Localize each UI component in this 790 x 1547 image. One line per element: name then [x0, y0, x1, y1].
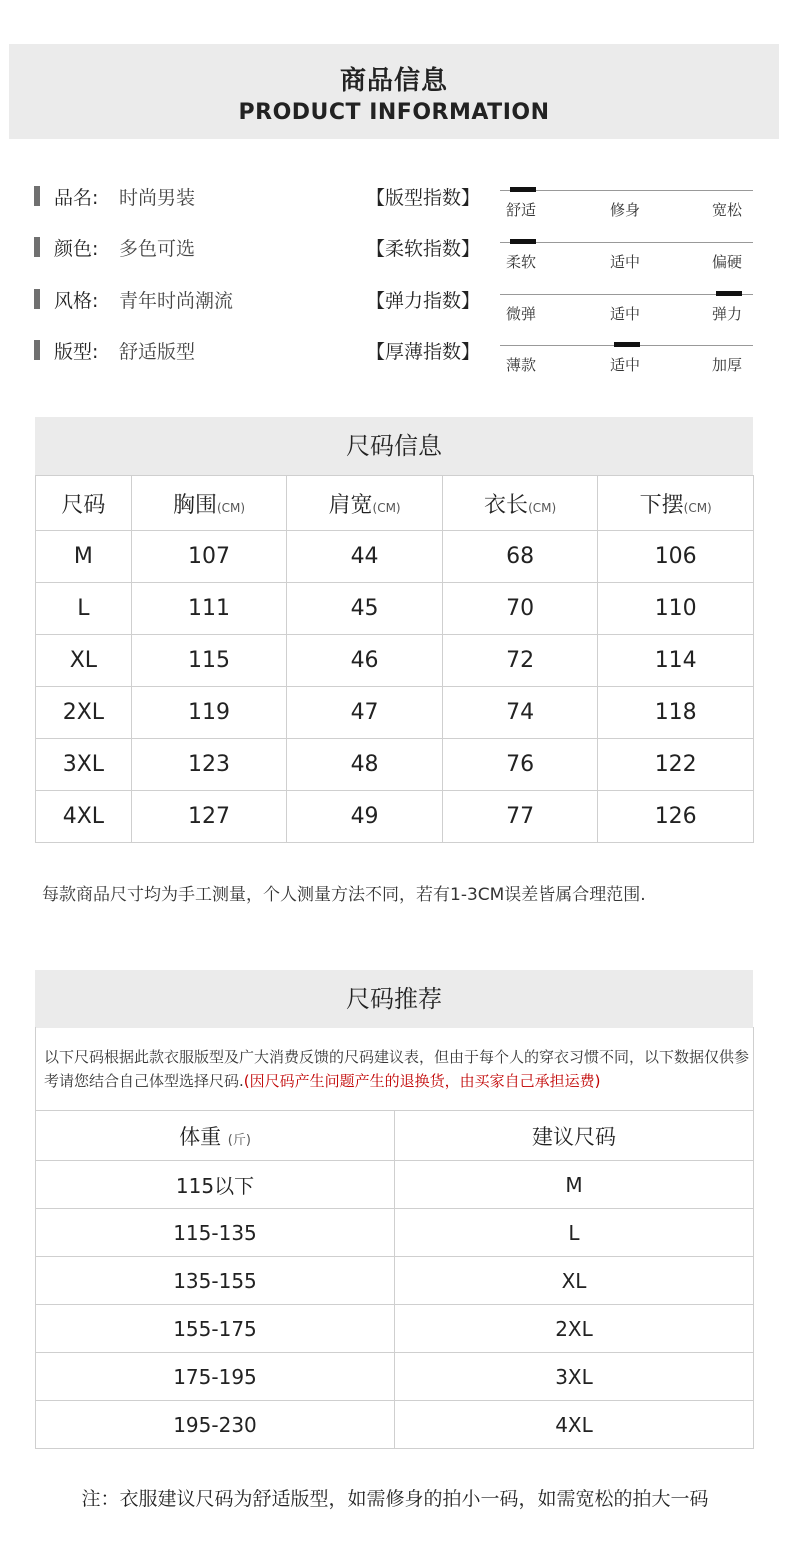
table-cell: 111 — [131, 583, 287, 635]
scale-line — [500, 190, 753, 191]
recommend-description — [44, 1045, 749, 1093]
table-cell: 4XL — [36, 791, 132, 843]
table-cell: 49 — [287, 791, 443, 843]
table-cell: 110 — [598, 583, 754, 635]
scale-label-low: 柔软 — [506, 253, 537, 271]
scale-label-mid: 适中 — [610, 253, 641, 271]
size-info-title: 尺码信息 — [35, 417, 753, 475]
scale-label-high: 加厚 — [712, 356, 743, 374]
table-cell: 115 — [131, 635, 287, 687]
header-title-en: PRODUCT INFORMATION — [238, 100, 550, 125]
scale-label-low: 舒适 — [506, 201, 537, 219]
attr-key: 颜色: — [54, 238, 99, 260]
attr-key: 风格: — [54, 290, 99, 312]
measurement-note: 每款商品尺寸均为手工测量，个人测量方法不同，若有1-3CM误差皆属合理范围. — [42, 885, 646, 905]
scale-label-high: 宽松 — [712, 201, 743, 219]
table-row — [36, 583, 754, 635]
header-cell-hem: 下摆(CM) — [598, 476, 754, 531]
table-row — [36, 739, 754, 791]
attr-value: 青年时尚潮流 — [119, 290, 234, 312]
table-cell: 175-195 — [36, 1353, 395, 1401]
table-cell: 77 — [442, 791, 598, 843]
table-cell: 4XL — [395, 1401, 754, 1449]
index-fit-scale — [500, 184, 753, 224]
table-cell: 74 — [442, 687, 598, 739]
table-cell: 122 — [598, 739, 754, 791]
attr-value: 时尚男装 — [119, 187, 196, 209]
recommend-table — [35, 1110, 754, 1449]
attr-value: 舒适版型 — [119, 341, 196, 363]
size-table — [35, 475, 754, 843]
footer-note: 注：衣服建议尺码为舒适版型，如需修身的拍小一码，如需宽松的拍大一码 — [81, 1488, 709, 1510]
attr-fit — [34, 337, 334, 363]
attr-product-name — [34, 183, 334, 209]
table-cell: L — [395, 1209, 754, 1257]
table-cell: 118 — [598, 687, 754, 739]
table-cell: 126 — [598, 791, 754, 843]
attr-bullet — [34, 289, 40, 309]
table-header-row — [36, 476, 754, 531]
scale-label-mid: 适中 — [610, 305, 641, 323]
attr-color — [34, 234, 334, 260]
scale-label-low: 薄款 — [506, 356, 537, 374]
table-cell: XL — [395, 1257, 754, 1305]
table-cell: M — [36, 531, 132, 583]
table-cell: 195-230 — [36, 1401, 395, 1449]
attr-bullet — [34, 237, 40, 257]
attr-bullet — [34, 186, 40, 206]
header-cell-length: 衣长(CM) — [442, 476, 598, 531]
recommend-description-box — [35, 1027, 754, 1110]
table-row — [36, 1209, 754, 1257]
attr-value: 多色可选 — [119, 238, 196, 260]
table-cell: 2XL — [395, 1305, 754, 1353]
table-cell: 115以下 — [36, 1161, 395, 1209]
index-thickness-scale — [500, 339, 753, 379]
scale-label-high: 偏硬 — [712, 253, 743, 271]
scale-marker — [614, 342, 640, 347]
table-cell: 119 — [131, 687, 287, 739]
scale-line — [500, 242, 753, 243]
table-cell: 123 — [131, 739, 287, 791]
table-row — [36, 1257, 754, 1305]
table-cell: 3XL — [36, 739, 132, 791]
attr-key: 品名: — [54, 187, 99, 209]
return-policy-warning: (因尺码产生问题产生的退换货，由买家自己承担运费) — [243, 1072, 601, 1090]
size-recommend-title: 尺码推荐 — [35, 970, 753, 1028]
table-row — [36, 1305, 754, 1353]
table-cell: 115-135 — [36, 1209, 395, 1257]
table-cell: 76 — [442, 739, 598, 791]
product-info-header — [9, 44, 779, 139]
header-title-cn: 商品信息 — [339, 66, 448, 96]
table-cell: 47 — [287, 687, 443, 739]
index-elasticity-name: 【弹力指数】 — [366, 290, 481, 312]
index-softness-scale — [500, 236, 753, 276]
table-cell: 3XL — [395, 1353, 754, 1401]
table-cell: L — [36, 583, 132, 635]
scale-marker — [716, 291, 742, 296]
table-cell: 44 — [287, 531, 443, 583]
table-cell: M — [395, 1161, 754, 1209]
table-cell: 70 — [442, 583, 598, 635]
table-cell: 2XL — [36, 687, 132, 739]
table-cell: 127 — [131, 791, 287, 843]
scale-label-low: 微弹 — [506, 305, 537, 323]
header-cell-size: 尺码 — [36, 476, 132, 531]
index-softness-name: 【柔软指数】 — [366, 238, 481, 260]
table-row — [36, 635, 754, 687]
attr-key: 版型: — [54, 341, 99, 363]
scale-marker — [510, 239, 536, 244]
header-cell-weight: 体重 (斤) — [36, 1111, 395, 1161]
table-row — [36, 1353, 754, 1401]
attr-bullet — [34, 340, 40, 360]
scale-label-high: 弹力 — [712, 305, 743, 323]
table-cell: 135-155 — [36, 1257, 395, 1305]
attr-style — [34, 286, 334, 312]
index-thickness-name: 【厚薄指数】 — [366, 341, 481, 363]
scale-label-mid: 修身 — [610, 201, 641, 219]
table-cell: 155-175 — [36, 1305, 395, 1353]
table-row — [36, 531, 754, 583]
table-cell: XL — [36, 635, 132, 687]
header-cell-shoulder: 肩宽(CM) — [287, 476, 443, 531]
table-cell: 72 — [442, 635, 598, 687]
table-row — [36, 1401, 754, 1449]
header-cell-chest: 胸围(CM) — [131, 476, 287, 531]
scale-marker — [510, 187, 536, 192]
header-cell-suggested-size: 建议尺码 — [395, 1111, 754, 1161]
recommend-description-text: 以下尺码根据此款衣服版型及广大消费反馈的尺码建议表，但由于每个人的穿衣习惯不同，以下数据仅供参考请您结合自己体型选择尺码. — [44, 1048, 750, 1090]
table-cell: 48 — [287, 739, 443, 791]
table-row — [36, 791, 754, 843]
table-header-row — [36, 1111, 754, 1161]
scale-label-mid: 适中 — [610, 356, 641, 374]
index-elasticity-scale — [500, 288, 753, 328]
table-cell: 106 — [598, 531, 754, 583]
table-cell: 46 — [287, 635, 443, 687]
table-cell: 45 — [287, 583, 443, 635]
table-row — [36, 687, 754, 739]
table-cell: 68 — [442, 531, 598, 583]
table-cell: 114 — [598, 635, 754, 687]
index-fit-name: 【版型指数】 — [366, 187, 481, 209]
table-row — [36, 1161, 754, 1209]
table-cell: 107 — [131, 531, 287, 583]
